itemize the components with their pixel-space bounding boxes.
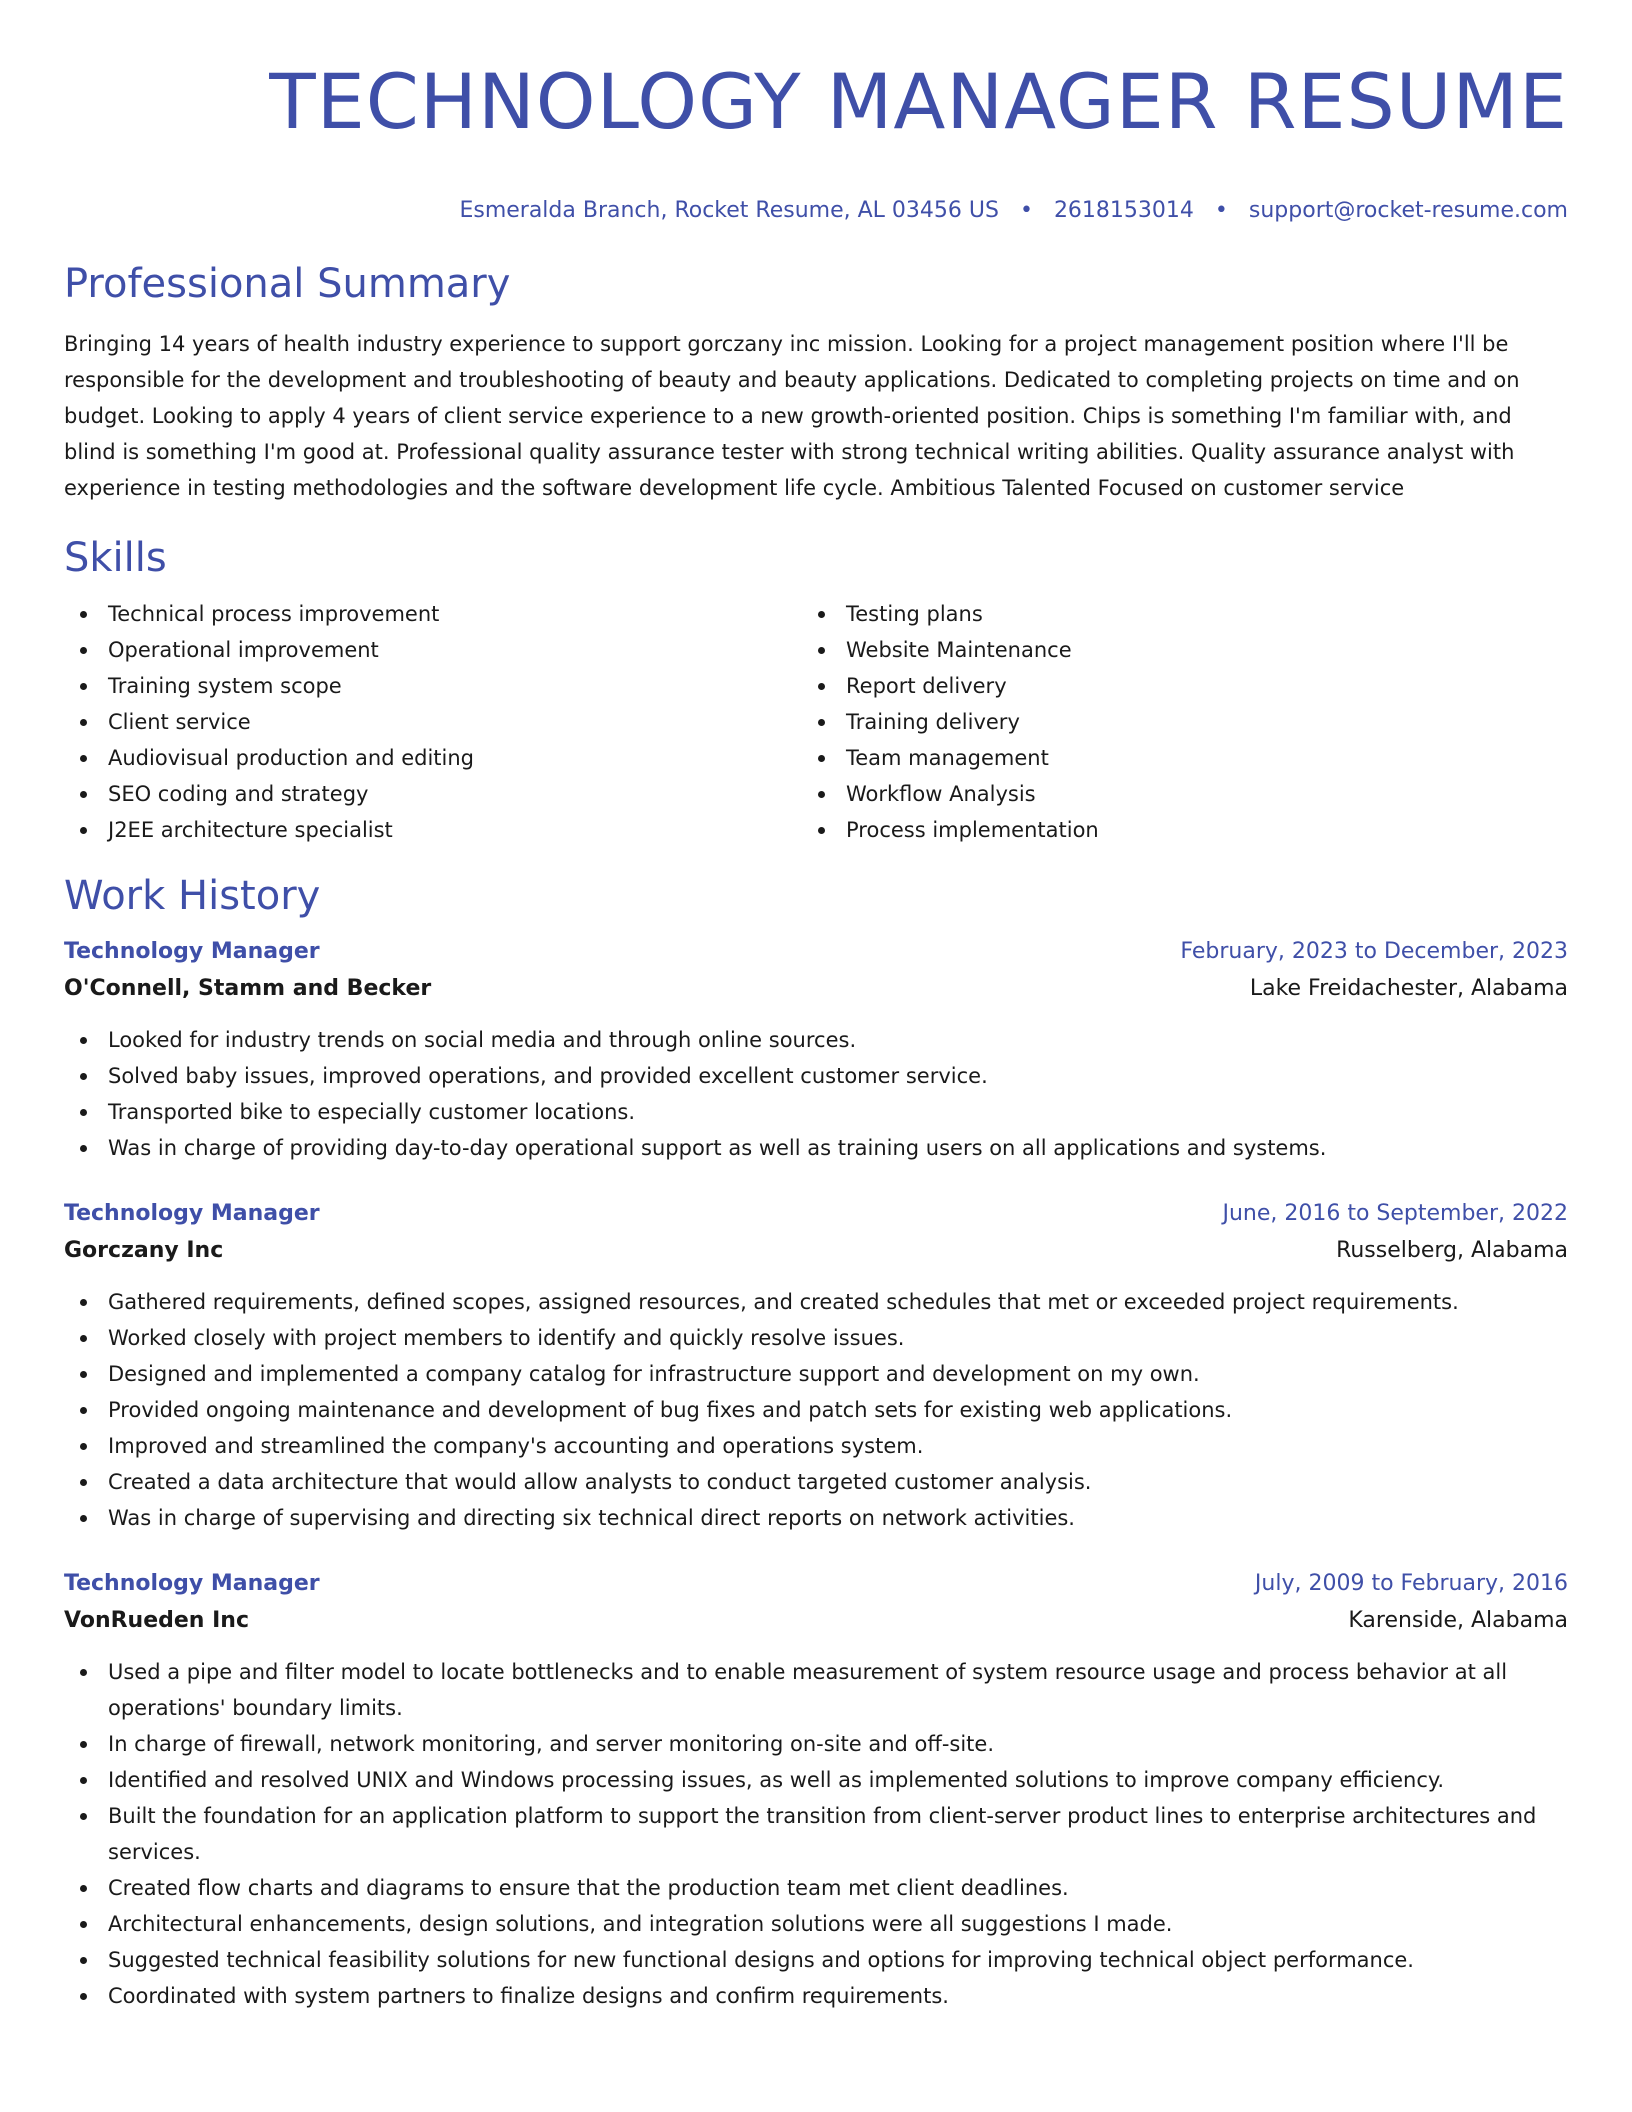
contact-phone: 2618153014 [1053,198,1194,223]
job-entry [64,934,1568,1166]
job-bullets [64,1654,1568,2014]
skill-item: Process implementation [802,812,1540,848]
job-bullet: Architectural enhancements, design solutions, and integration solutions were all suggestions I made. [64,1906,1568,1942]
job-entry [64,1196,1568,1536]
job-bullet: Was in charge of providing day-to-day operational support as well as training users on all applications and systems. [64,1130,1568,1166]
job-bullet: Coordinated with system partners to finalize designs and confirm requirements. [64,1978,1568,2014]
skill-item: Team management [802,740,1540,776]
summary-heading: Professional Summary [64,261,511,307]
resume-title: TECHNOLOGY MANAGER RESUME [269,57,1568,146]
job-title: Technology Manager [64,939,320,964]
job-bullet: Transported bike to especially customer locations. [64,1094,1568,1130]
job-bullets [64,1022,1568,1166]
skill-item: J2EE architecture specialist [64,812,802,848]
job-dates: June, 2016 to September, 2022 [1222,1201,1568,1226]
skill-item: Client service [64,704,802,740]
contact-email: support@rocket-resume.com [1248,198,1568,223]
job-dates: February, 2023 to December, 2023 [1180,939,1568,964]
skills-heading: Skills [64,535,167,581]
job-bullet: Built the foundation for an application platform to support the transition from client-server product lines to enterprise architectures and services. [64,1798,1568,1870]
work-history-heading: Work History [64,873,321,919]
skills-list [64,596,1568,848]
skill-item: Audiovisual production and editing [64,740,802,776]
contact-address: Esmeralda Branch, Rocket Resume, AL 03456 US [459,198,999,223]
job-location: Karenside, Alabama [1348,1608,1568,1633]
job-bullet: Created a data architecture that would allow analysts to conduct targeted customer analysis. [64,1464,1568,1500]
job-bullets [64,1284,1568,1536]
job-bullet: Gathered requirements, defined scopes, assigned resources, and created schedules that met or exceeded project requirements. [64,1284,1568,1320]
job-company-row [64,1602,1568,1640]
job-bullet: In charge of firewall, network monitoring, and server monitoring on-site and off-site. [64,1726,1568,1762]
contact-separator: • [1019,198,1033,223]
job-company-row [64,1232,1568,1270]
job-bullet: Improved and streamlined the company's accounting and operations system. [64,1428,1568,1464]
job-company: Gorczany Inc [64,1238,224,1263]
skill-item: Training delivery [802,704,1540,740]
job-bullet: Worked closely with project members to identify and quickly resolve issues. [64,1320,1568,1356]
summary-text: Bringing 14 years of health industry experience to support gorczany inc mission. Looking for a project management position where I'll be responsible for the development and troubleshooting of beauty and beauty applications. Dedicated to completing projects on time and on budget. Looking to apply 4 years of client service experience to a new growth-oriented position. Chips is something I'm familiar with, and blind is something I'm good at. Professional quality assurance tester with strong technical writing abilities. Quality assurance analyst with experience in testing methodologies and the software development life cycle. Ambitious Talented Focused on customer service [64,332,1520,500]
skills-column-right [802,596,1540,848]
job-bullet: Solved baby issues, improved operations, and provided excellent customer service. [64,1058,1568,1094]
job-bullet: Used a pipe and filter model to locate bottlenecks and to enable measurement of system resource usage and process behavior at all operations' boundary limits. [64,1654,1568,1726]
contact-line [64,194,1568,228]
skill-item: Report delivery [802,668,1540,704]
job-bullet: Was in charge of supervising and directing six technical direct reports on network activities. [64,1500,1568,1536]
job-bullet: Created flow charts and diagrams to ensure that the production team met client deadlines. [64,1870,1568,1906]
skill-item: Training system scope [64,668,802,704]
job-title: Technology Manager [64,1201,320,1226]
skill-item: Website Maintenance [802,632,1540,668]
skill-item: Workflow Analysis [802,776,1540,812]
job-company: O'Connell, Stamm and Becker [64,976,432,1001]
job-title: Technology Manager [64,1571,320,1596]
job-header-row [64,1566,1568,1602]
skill-item: Testing plans [802,596,1540,632]
job-dates: July, 2009 to February, 2016 [1254,1571,1568,1596]
job-location: Russelberg, Alabama [1336,1238,1568,1263]
contact-separator: • [1214,198,1228,223]
job-bullet: Provided ongoing maintenance and development of bug fixes and patch sets for existing web applications. [64,1392,1568,1428]
skill-item: SEO coding and strategy [64,776,802,812]
job-bullet: Identified and resolved UNIX and Windows processing issues, as well as implemented solutions to improve company efficiency. [64,1762,1568,1798]
skill-item: Operational improvement [64,632,802,668]
job-header-row [64,1196,1568,1232]
job-company-row [64,970,1568,1008]
job-location: Lake Freidachester, Alabama [1249,976,1568,1001]
job-header-row [64,934,1568,970]
job-company: VonRueden Inc [64,1608,250,1633]
skill-item: Technical process improvement [64,596,802,632]
skills-column-left [64,596,802,848]
job-bullet: Designed and implemented a company catalog for infrastructure support and development on my own. [64,1356,1568,1392]
job-bullet: Looked for industry trends on social media and through online sources. [64,1022,1568,1058]
job-bullet: Suggested technical feasibility solutions for new functional designs and options for improving technical object performance. [64,1942,1568,1978]
job-entry [64,1566,1568,2014]
